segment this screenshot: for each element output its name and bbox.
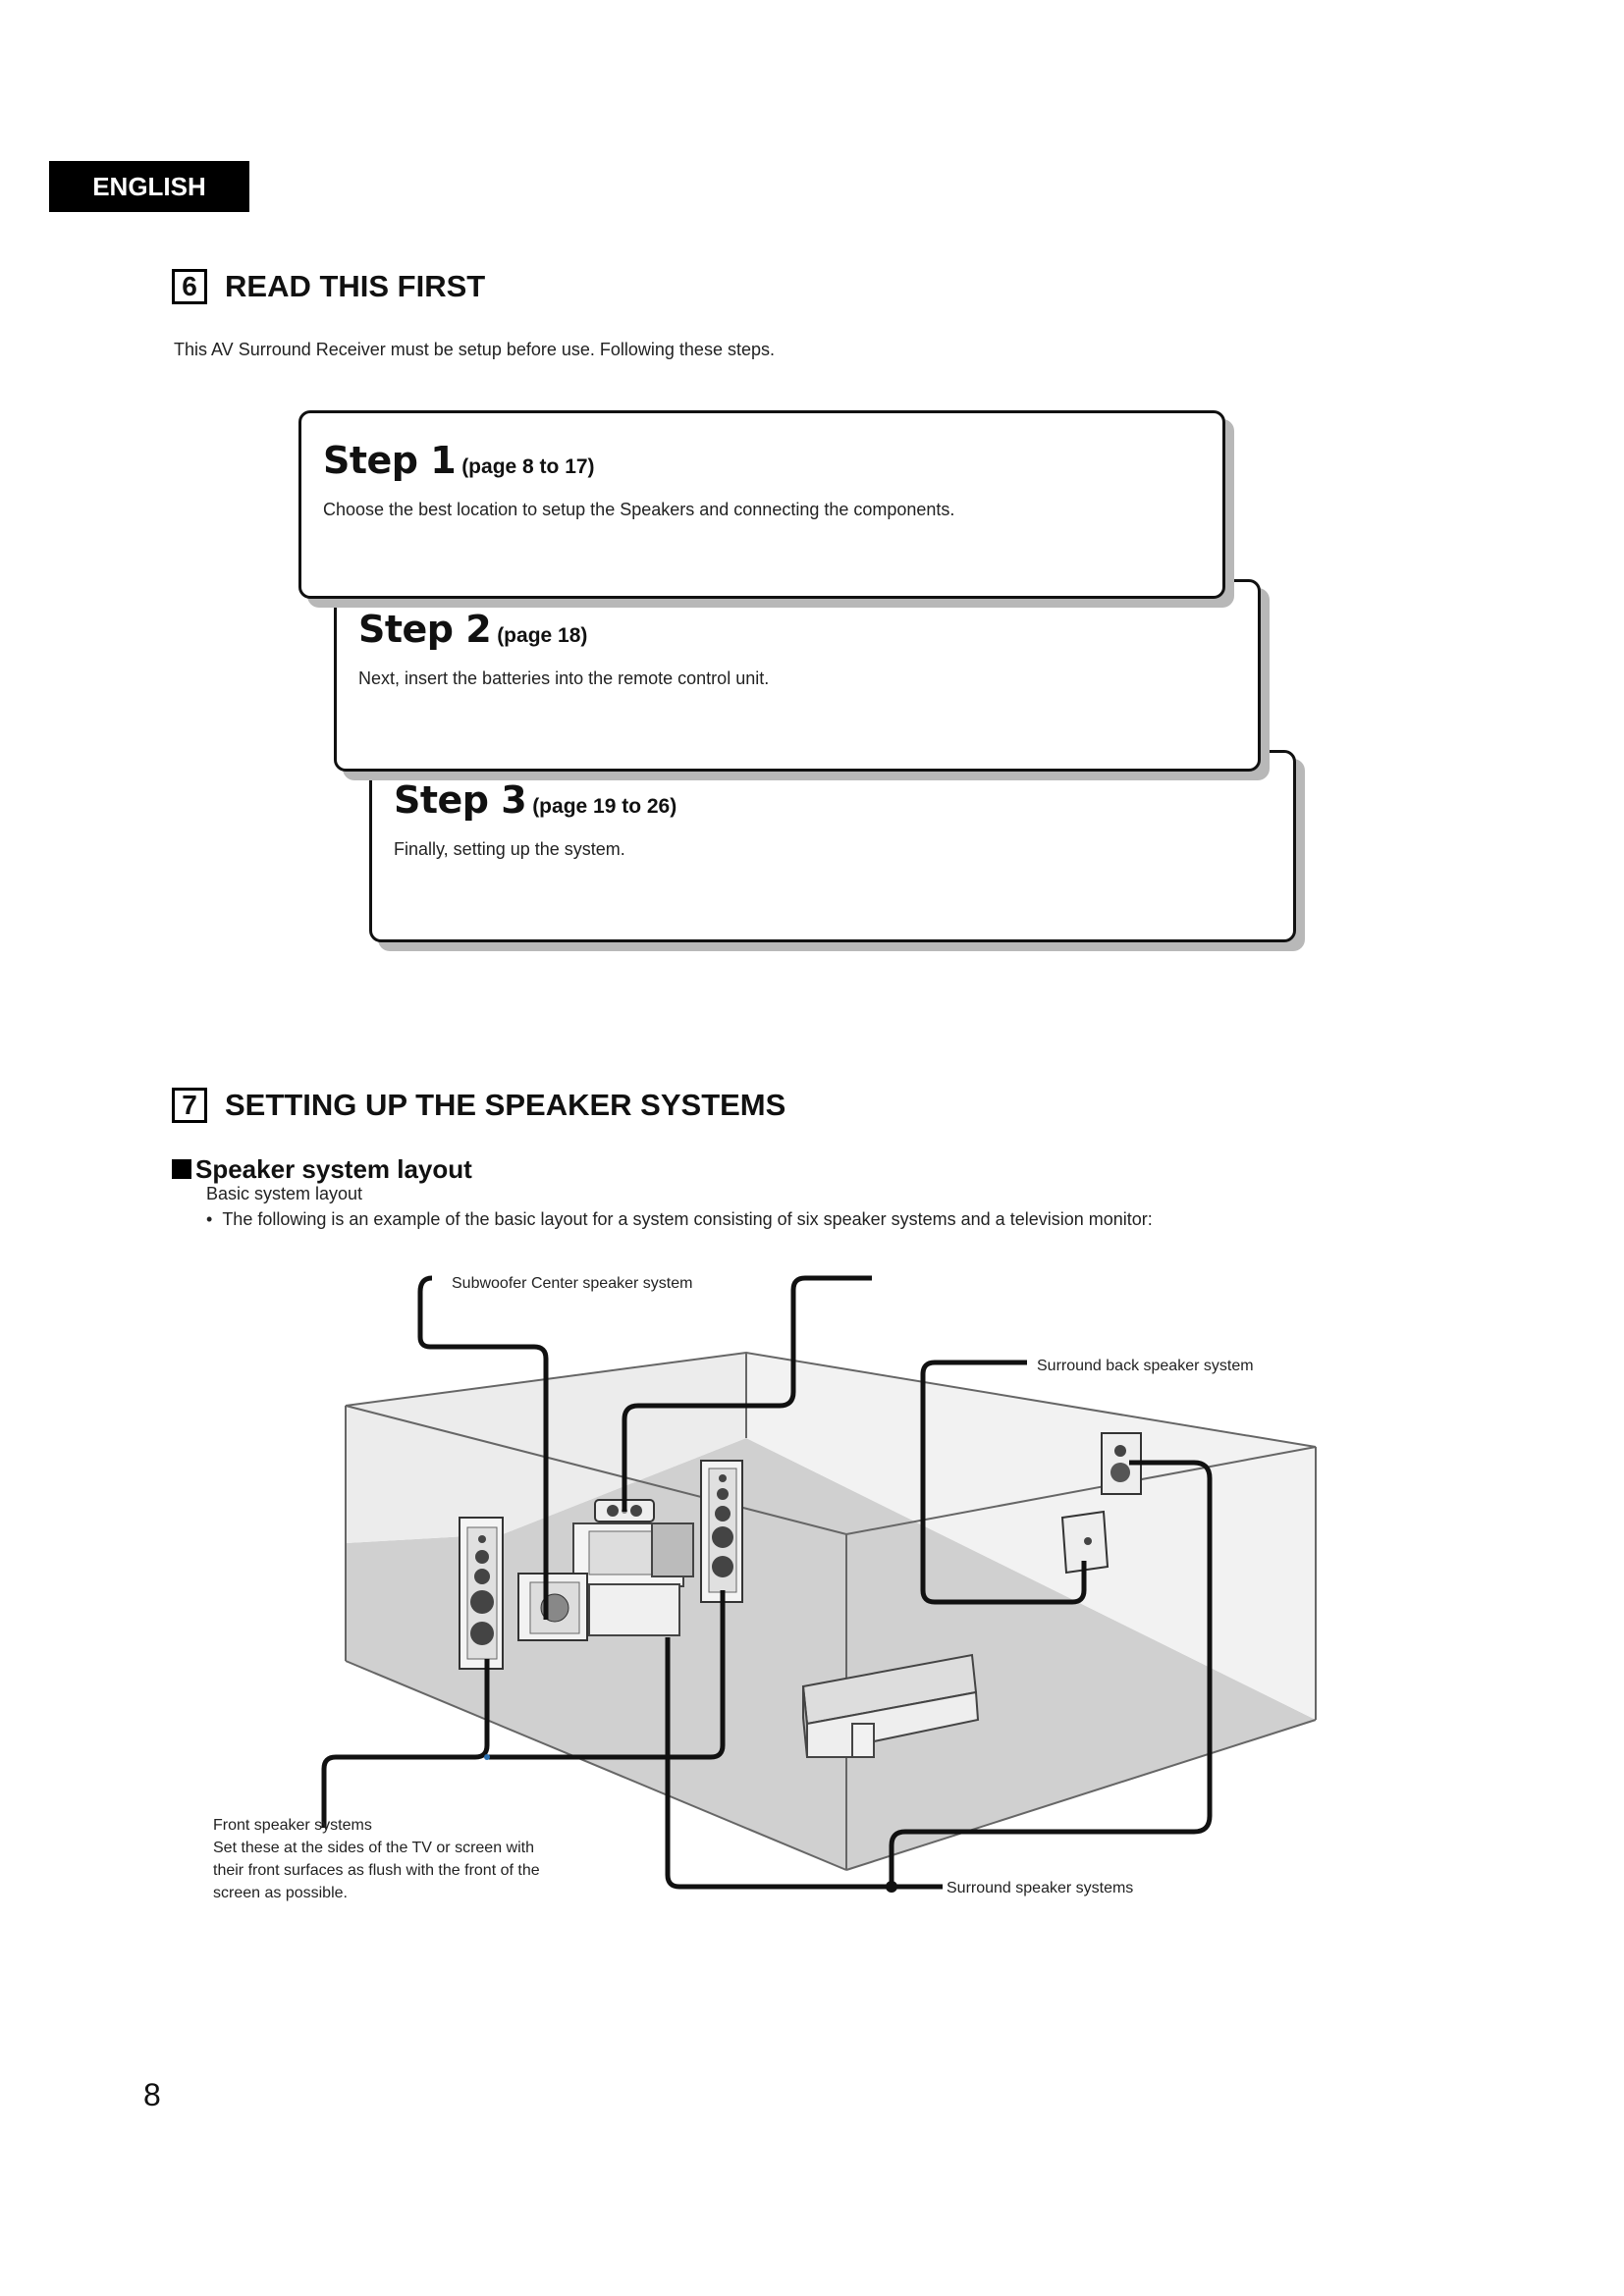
label-front-desc-3: screen as possible.	[213, 1885, 348, 1901]
language-tab: ENGLISH	[49, 161, 249, 212]
front-speaker-left-icon	[460, 1518, 503, 1669]
step-3-pages: (page 19 to 26)	[532, 795, 677, 818]
page-number: 8	[143, 2077, 161, 2112]
section-6-title: READ THIS FIRST	[225, 269, 486, 303]
step-3-title: Step 3	[394, 778, 527, 822]
step-2-description: Next, insert the batteries into the remote control unit.	[358, 668, 770, 688]
front-speaker-right-icon	[701, 1461, 742, 1602]
bullet-dot-icon: •	[206, 1209, 223, 1229]
junction-dot-icon	[886, 1881, 897, 1893]
step-1-description: Choose the best location to setup the Speakers and connecting the components.	[323, 500, 955, 519]
subwoofer-icon	[518, 1574, 587, 1640]
label-surround: Surround speaker systems	[947, 1880, 1134, 1896]
basic-layout-label: Basic system layout	[206, 1184, 363, 1203]
junction-dot-small-icon	[484, 1754, 490, 1760]
speaker-layout-title: Speaker system layout	[195, 1154, 472, 1184]
label-front-title: Front speaker systems	[213, 1817, 372, 1834]
section-6-intro: This AV Surround Receiver must be setup before use. Following these steps.	[174, 340, 775, 359]
step-2-pages: (page 18)	[497, 624, 588, 647]
label-surround-back: Surround back speaker system	[1037, 1358, 1254, 1374]
section-7-number: 7	[172, 1088, 207, 1123]
section-7-title: SETTING UP THE SPEAKER SYSTEMS	[225, 1088, 786, 1122]
step-3-description: Finally, setting up the system.	[394, 839, 625, 859]
television-icon	[573, 1523, 693, 1635]
step-1-title: Step 1	[323, 439, 457, 482]
layout-bullet-text: The following is an example of the basic layout for a system consisting of six speaker systems and a television monitor:	[222, 1209, 1153, 1229]
label-front-desc-1: Set these at the sides of the TV or screen with	[213, 1840, 534, 1856]
label-front-desc-2: their front surfaces as flush with the front of the	[213, 1862, 540, 1879]
step-1-pages: (page 8 to 17)	[461, 455, 595, 478]
step-2-title: Step 2	[358, 608, 492, 651]
label-front-speakers	[213, 1814, 540, 1904]
section-6-number: 6	[172, 269, 207, 304]
label-subwoofer-center: Subwoofer Center speaker system	[452, 1275, 693, 1292]
